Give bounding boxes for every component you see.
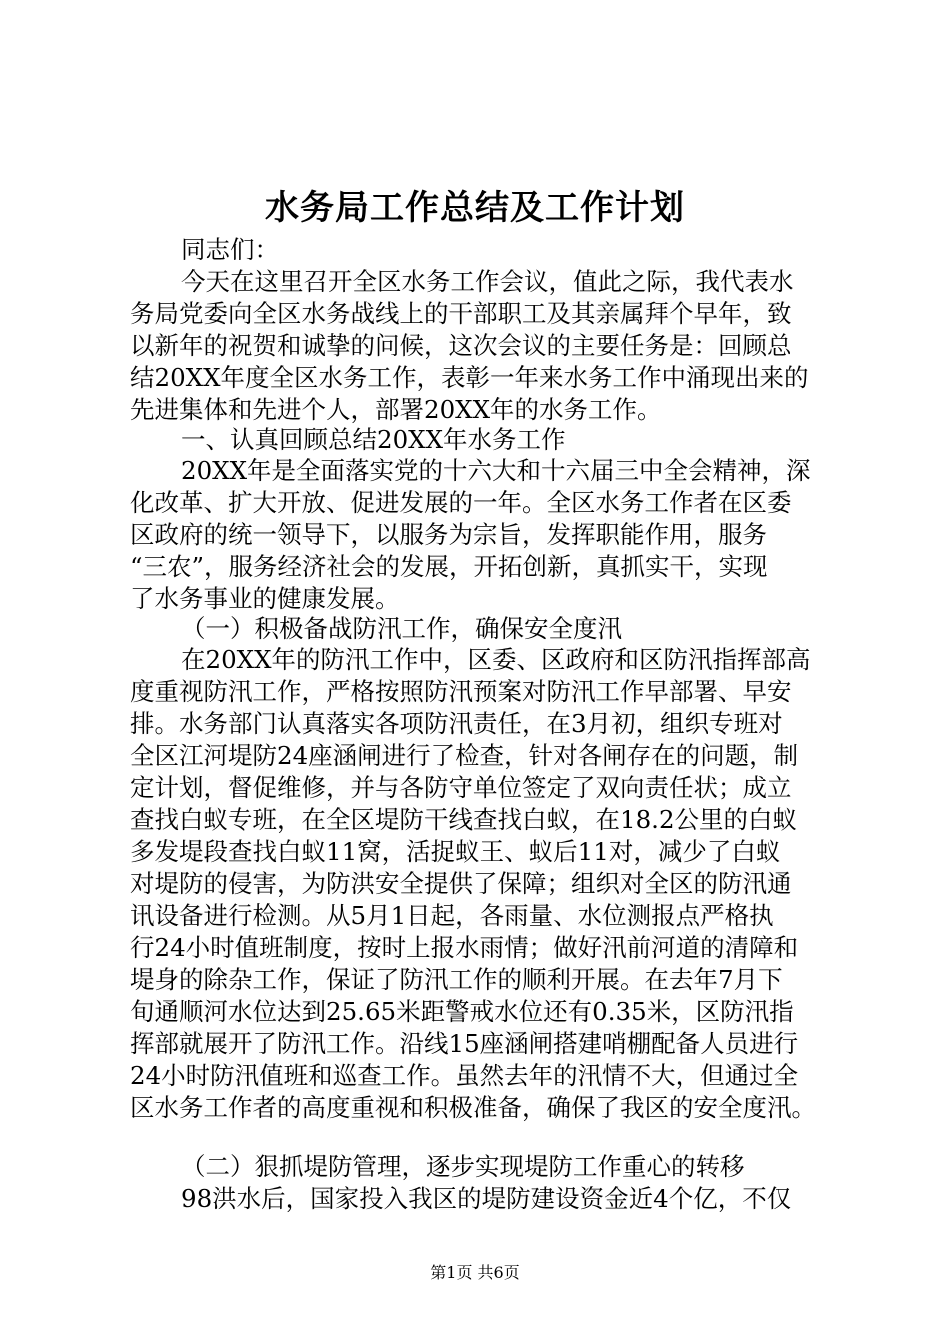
paragraph-line: 堤身的除杂工作，保证了防汛工作的顺利开展。在去年7月下 <box>130 965 783 994</box>
paragraph-line: 多发堤段查找白蚁11窝，活捉蚁王、蚁后11对，减少了白蚁 <box>130 837 781 866</box>
paragraph-line: 行24小时值班制度，按时上报水雨情；做好汛前河道的清障和 <box>130 933 799 962</box>
paragraph-line: 讯设备进行检测。从5月1日起，各雨量、水位测报点严格执 <box>130 901 774 930</box>
paragraph-line: 了水务事业的健康发展。 <box>130 584 400 613</box>
paragraph-line: “三农”，服务经济社会的发展，开拓创新，真抓实干，实现 <box>130 552 768 581</box>
paragraph-line: 全区江河堤防24座涵闸进行了检查，针对各闸存在的问题，制 <box>130 741 799 770</box>
salutation: 同志们： <box>181 235 279 264</box>
paragraph-line: 挥部就展开了防汛工作。沿线15座涵闸搭建哨棚配备人员进行 <box>130 1029 799 1058</box>
subsection-heading: （二）狠抓堤防管理，逐步实现堤防工作重心的转移 <box>181 1152 745 1181</box>
paragraph-line: 旬通顺河水位达到25.65米距警戒水位还有0.35米，区防汛指 <box>130 997 794 1026</box>
paragraph-line: 区政府的统一领导下，以服务为宗旨，发挥职能作用，服务 <box>130 520 767 549</box>
paragraph-line: 在20XX年的防汛工作中，区委、区政府和区防汛指挥部高 <box>181 645 811 674</box>
section-heading: 一、认真回顾总结20XX年水务工作 <box>181 425 566 454</box>
paragraph-line: 化改革、扩大开放、促进发展的一年。全区水务工作者在区委 <box>130 488 792 517</box>
paragraph-line: 区水务工作者的高度重视和积极准备，确保了我区的安全度汛。 <box>130 1093 816 1122</box>
paragraph-line: 以新年的祝贺和诚挚的问候，这次会议的主要任务是：回顾总 <box>130 331 792 360</box>
paragraph-line: 24小时防汛值班和巡查工作。虽然去年的汛情不大，但通过全 <box>130 1061 799 1090</box>
page-footer: 第1页 共6页 <box>430 1263 520 1282</box>
subsection-heading: （一）积极备战防汛工作，确保安全度汛 <box>181 614 622 643</box>
paragraph-line: 98洪水后，国家投入我区的堤防建设资金近4个亿，不仅 <box>181 1184 792 1213</box>
paragraph-line: 先进集体和先进个人，部署20XX年的水务工作。 <box>130 395 662 424</box>
paragraph-line: 对堤防的侵害，为防洪安全提供了保障；组织对全区的防汛通 <box>130 869 792 898</box>
paragraph-line: 20XX年是全面落实党的十六大和十六届三中全会精神，深 <box>181 456 811 485</box>
paragraph-line: 查找白蚁专班，在全区堤防干线查找白蚁，在18.2公里的白蚁 <box>130 805 798 834</box>
paragraph-line: 结20XX年度全区水务工作，表彰一年来水务工作中涌现出来的 <box>130 363 809 392</box>
paragraph-line: 今天在这里召开全区水务工作会议，值此之际，我代表水 <box>181 267 794 296</box>
paragraph-line: 度重视防汛工作，严格按照防汛预案对防汛工作早部署、早安 <box>130 677 792 706</box>
paragraph-line: 定计划，督促维修，并与各防守单位签定了双向责任状；成立 <box>130 773 792 802</box>
document-title: 水务局工作总结及工作计划 <box>265 188 685 228</box>
paragraph-line: 务局党委向全区水务战线上的干部职工及其亲属拜个早年，致 <box>130 299 792 328</box>
paragraph-line: 排。水务部门认真落实各项防汛责任，在3月初，组织专班对 <box>130 709 783 738</box>
